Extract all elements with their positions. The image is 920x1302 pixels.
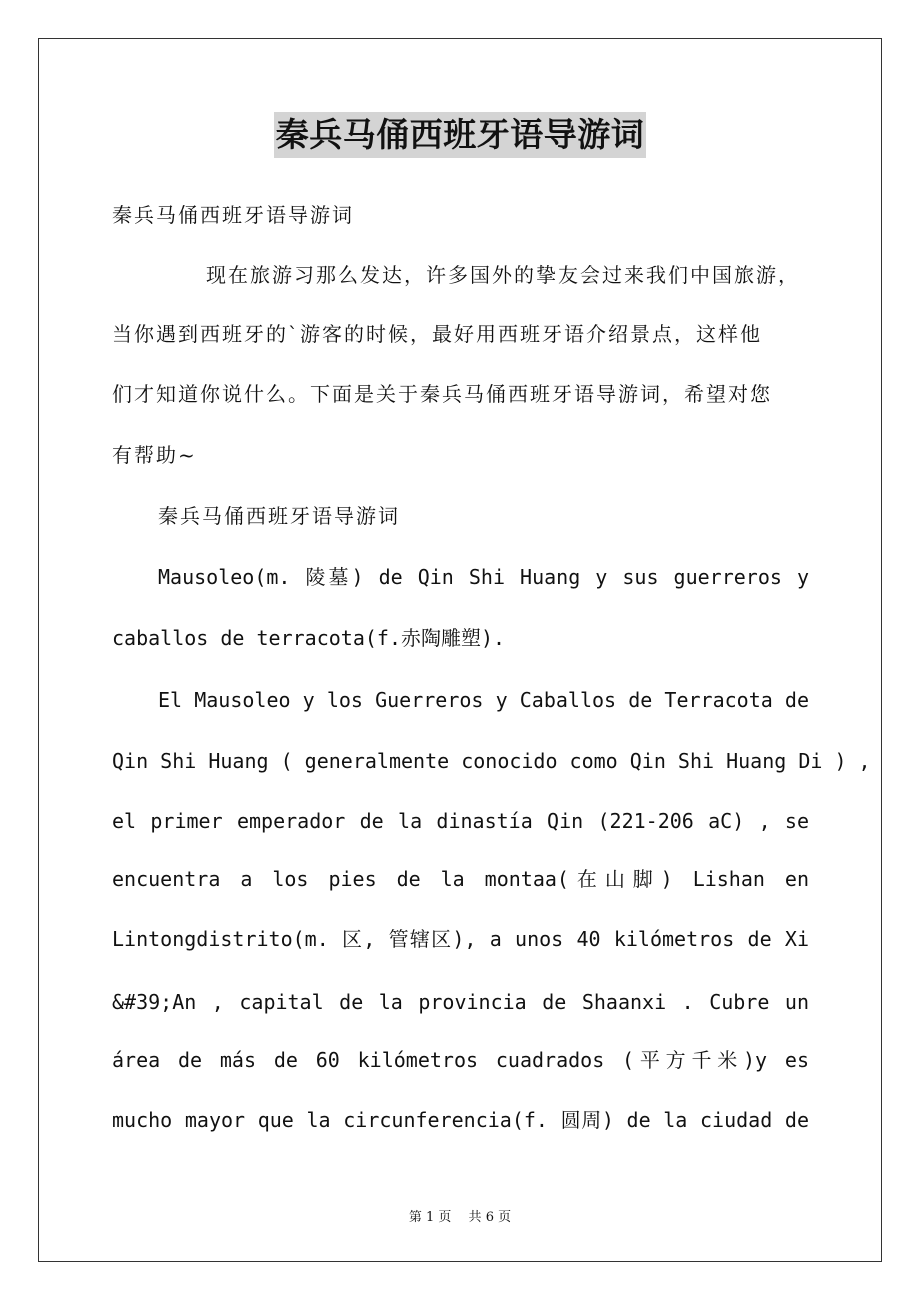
paragraph-line: encuentra a los pies de la montaa(在山脚) Lishan en	[112, 867, 809, 891]
paragraph-line: El Mausoleo y los Guerreros y Caballos de Terracota de	[158, 688, 809, 712]
paragraph-line: &#39;An , capital de la provincia de Shaanxi . Cubre un	[112, 990, 809, 1014]
paragraph-line: Lintongdistrito(m. 区, 管辖区), a unos 40 kilómetros de Xi	[112, 927, 809, 951]
paragraph-line: mucho mayor que la circunferencia(f. 圆周) de la ciudad de	[112, 1108, 809, 1132]
document-title: 秦兵马俑西班牙语导游词	[274, 112, 647, 158]
paragraph-line: Mausoleo(m. 陵墓) de Qin Shi Huang y sus guerreros y	[158, 565, 809, 589]
intro-line: 当你遇到西班牙的`游客的时候，最好用西班牙语介绍景点，这样他	[112, 322, 762, 346]
document-title-wrap	[0, 112, 920, 158]
paragraph-line: el primer emperador de la dinastía Qin (221-206 aC) , se	[112, 809, 809, 833]
intro-line: 有帮助~	[112, 443, 197, 467]
section-heading: 秦兵马俑西班牙语导游词	[158, 504, 400, 528]
paragraph-line: área de más de 60 kilómetros cuadrados (平方千米)y es	[112, 1048, 809, 1072]
document-subtitle: 秦兵马俑西班牙语导游词	[112, 203, 354, 227]
paragraph-line: Qin Shi Huang ( generalmente conocido como Qin Shi Huang Di ) ,	[112, 749, 871, 773]
intro-line: 现在旅游习那么发达，许多国外的挚友会过来我们中国旅游，	[206, 263, 800, 287]
intro-line: 们才知道你说什么。下面是关于秦兵马俑西班牙语导游词，希望对您	[112, 382, 772, 406]
paragraph-line: caballos de terracota(f.赤陶雕塑).	[112, 626, 506, 650]
page-number-footer: 第 1 页 共 6 页	[408, 1210, 512, 1225]
